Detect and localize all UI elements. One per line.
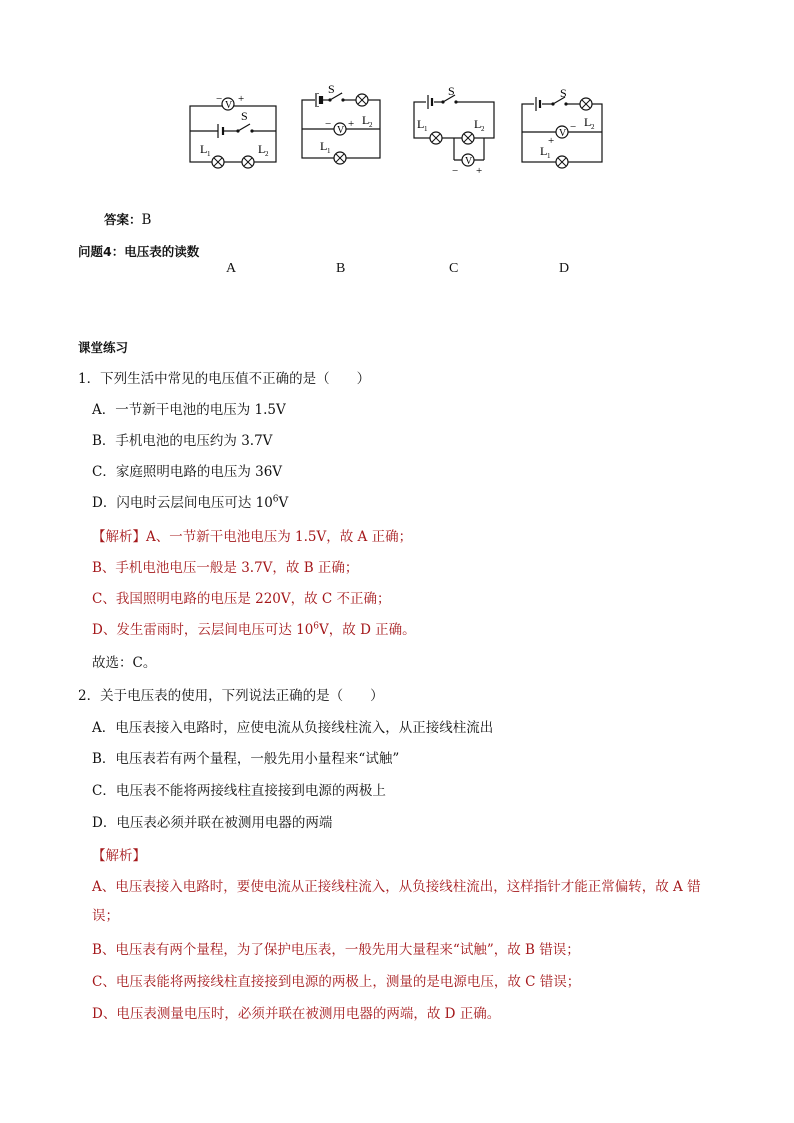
q1-choice: 故选：C。 xyxy=(92,655,157,671)
q2-option-d: D．电压表必须并联在被测用电器的两端 xyxy=(92,815,333,831)
q2-analysis-c: C、电压表能将两接线柱直接接到电源的两极上，测量的是电源电压，故 C 错误； xyxy=(92,974,581,990)
svg-text:2: 2 xyxy=(591,123,595,131)
circuit-d-diagram xyxy=(520,82,606,172)
svg-text:L: L xyxy=(584,115,592,129)
svg-text:+: + xyxy=(238,93,245,105)
svg-text:L: L xyxy=(200,142,208,156)
svg-text:S: S xyxy=(241,109,248,123)
practice-title: 课堂练习 xyxy=(78,340,129,355)
svg-text:1: 1 xyxy=(327,147,331,155)
svg-text:L: L xyxy=(474,117,482,131)
svg-text:L: L xyxy=(320,139,328,153)
svg-text:L: L xyxy=(417,117,425,131)
svg-text:1: 1 xyxy=(547,152,551,160)
q2-stem: 2．关于电压表的使用，下列说法正确的是（ ） xyxy=(78,688,384,704)
svg-text:2: 2 xyxy=(481,125,485,133)
svg-text:1: 1 xyxy=(207,150,211,158)
circuit-c-diagram xyxy=(412,82,498,174)
svg-text:V: V xyxy=(465,156,473,167)
q1-analysis-c: C、我国照明电路的电压是 220V，故 C 不正确； xyxy=(92,591,391,607)
svg-text:1: 1 xyxy=(424,125,428,133)
circuit-d-label: D xyxy=(559,261,570,276)
circuit-a-label: A xyxy=(226,261,237,276)
svg-text:S: S xyxy=(448,84,455,98)
svg-text:2: 2 xyxy=(265,150,269,158)
svg-text:S: S xyxy=(328,82,335,96)
q2-analysis-b: B、电压表有两个量程，为了保护电压表，一般先用大量程来“试触”，故 B 错误； xyxy=(92,942,580,958)
svg-text:V: V xyxy=(337,125,345,136)
q1-analysis-a: 【解析】A、一节新干电池电压为 1.5V，故 A 正确； xyxy=(92,529,413,545)
svg-text:+: + xyxy=(476,165,483,174)
circuit-diagrams xyxy=(180,82,620,276)
q1-option-b: B．手机电池的电压约为 3.7V xyxy=(92,433,273,449)
svg-text:2: 2 xyxy=(369,121,373,129)
svg-text:−: − xyxy=(452,165,459,174)
question4-title: 问题4：电压表的读数 xyxy=(78,244,200,259)
svg-text:+: + xyxy=(348,118,355,130)
previous-answer xyxy=(104,210,151,230)
circuit-a-diagram xyxy=(188,82,280,172)
svg-text:−: − xyxy=(216,93,223,105)
q1-option-d: D．闪电时云层间电压可达 $10^6V$ xyxy=(92,494,289,511)
svg-text:+: + xyxy=(548,135,555,147)
q2-analysis-a: A、电压表接入电路时，要使电流从正接线柱流入，从负接线柱流出，这样指针才能正常偏转，故 A 错 xyxy=(92,879,701,895)
svg-text:L: L xyxy=(258,142,266,156)
svg-text:−: − xyxy=(325,118,332,130)
answer-value: B xyxy=(141,212,152,228)
svg-text:V: V xyxy=(559,128,567,139)
q1-analysis-d: D、发生雷雨时，云层间电压可达 $10^6V$，故 D 正确。 xyxy=(92,621,416,638)
q2-analysis-tag: 【解析】 xyxy=(92,848,146,864)
q1-option-c: C．家庭照明电路的电压为 36V xyxy=(92,464,283,480)
q1-analysis-tag: 【解析】 xyxy=(92,529,146,545)
svg-text:L: L xyxy=(362,113,370,127)
q2-option-b: B．电压表若有两个量程，一般先用小量程来“试触” xyxy=(92,751,400,767)
circuit-b-diagram xyxy=(300,82,384,172)
q2-analysis-a-cont: 误； xyxy=(92,908,119,924)
answer-label: 答案： xyxy=(104,212,142,227)
q2-analysis-d: D、电压表测量电压时，必须并联在被测用电器的两端，故 D 正确。 xyxy=(92,1006,501,1022)
svg-text:L: L xyxy=(540,144,548,158)
q2-option-c: C．电压表不能将两接线柱直接接到电源的两极上 xyxy=(92,783,386,799)
svg-text:−: − xyxy=(570,121,577,133)
q1-stem: 1．下列生活中常见的电压值不正确的是（ ） xyxy=(78,371,371,387)
circuit-b-label: B xyxy=(336,261,346,276)
q2-option-a: A．电压表接入电路时，应使电流从负接线柱流入，从正接线柱流出 xyxy=(92,720,494,736)
q1-analysis-b: B、手机电池电压一般是 3.7V，故 B 正确； xyxy=(92,560,359,576)
svg-text:V: V xyxy=(225,100,233,111)
circuit-c-label: C xyxy=(449,261,459,276)
svg-text:S: S xyxy=(560,86,567,100)
q1-option-a: A．一节新干电池的电压为 1.5V xyxy=(92,402,286,418)
